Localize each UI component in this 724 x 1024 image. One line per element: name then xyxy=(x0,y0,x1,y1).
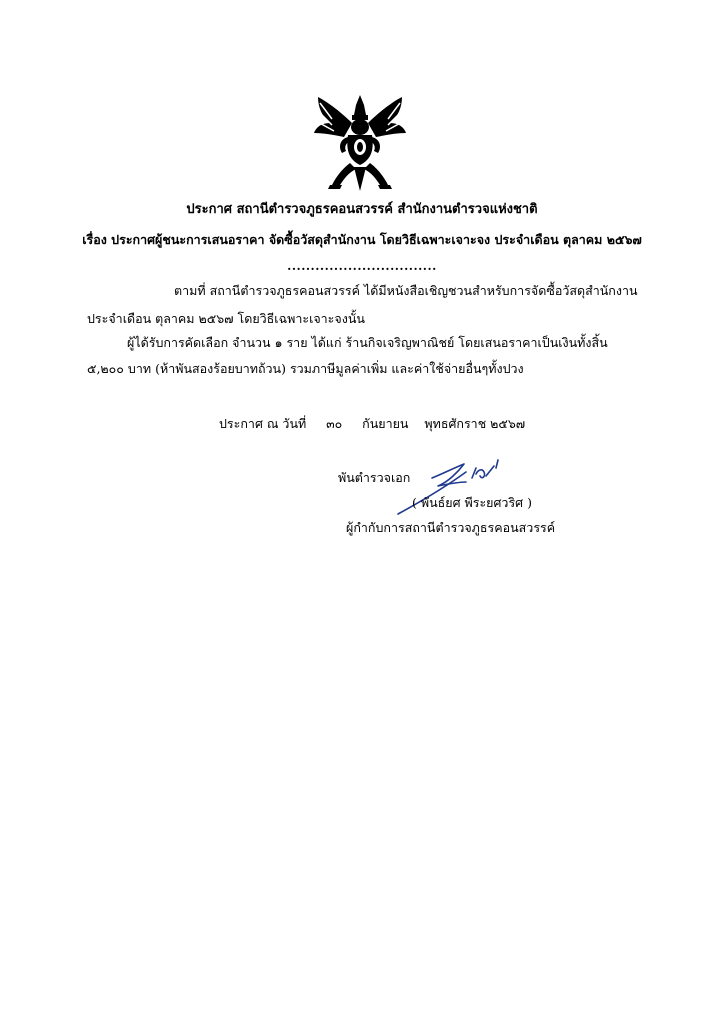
announcement-subject: เรื่อง ประกาศผู้ชนะการเสนอราคา จัดซื้อวัสดุสำนักงาน โดยวิธีเฉพาะเจาะจง ประจำเดือน ตุลาคม ๒๕๖๗ xyxy=(82,232,642,247)
signatory-name: ( พันธ์ยศ พีระยศวริศ ) xyxy=(412,495,532,510)
signatory-position: ผู้กำกับการสถานีตำรวจภูธรคอนสวรรค์ xyxy=(346,520,556,535)
paragraph-1-line-1: ตามที่ สถานีตำรวจภูธรคอนสวรรค์ ได้มีหนังสือเชิญชวนสำหรับการจัดซื้อวัสดุสำนักงาน xyxy=(174,283,638,298)
announcement-date: ประกาศ ณ วันที่ ๓๐ กันยายน พุทธศักราช ๒๕๖๗ xyxy=(219,416,526,431)
paragraph-2-line-1: ผู้ได้รับการคัดเลือก จำนวน ๑ ราย ได้แก่ ร้านกิจเจริญพาณิชย์ โดยเสนอราคาเป็นเงินทั้งสิ้น xyxy=(127,335,608,350)
announcement-title: ประกาศ สถานีตำรวจภูธรคอนสวรรค์ สำนักงานตำรวจแห่งชาติ xyxy=(186,202,538,217)
garuda-emblem-icon xyxy=(312,93,408,193)
paragraph-1-line-2: ประจำเดือน ตุลาคม ๒๕๖๗ โดยวิธีเฉพาะเจาะจงนั้น xyxy=(87,311,365,326)
signatory-rank: พันตำรวจเอก xyxy=(338,470,411,485)
paragraph-2-line-2: ๕,๒๐๐ บาท (ห้าพันสองร้อยบาทถ้วน) รวมภาษีมูลค่าเพิ่ม และค่าใช้จ่ายอื่นๆทั้งปวง xyxy=(87,361,524,376)
separator-dots: ................................ xyxy=(287,259,437,273)
